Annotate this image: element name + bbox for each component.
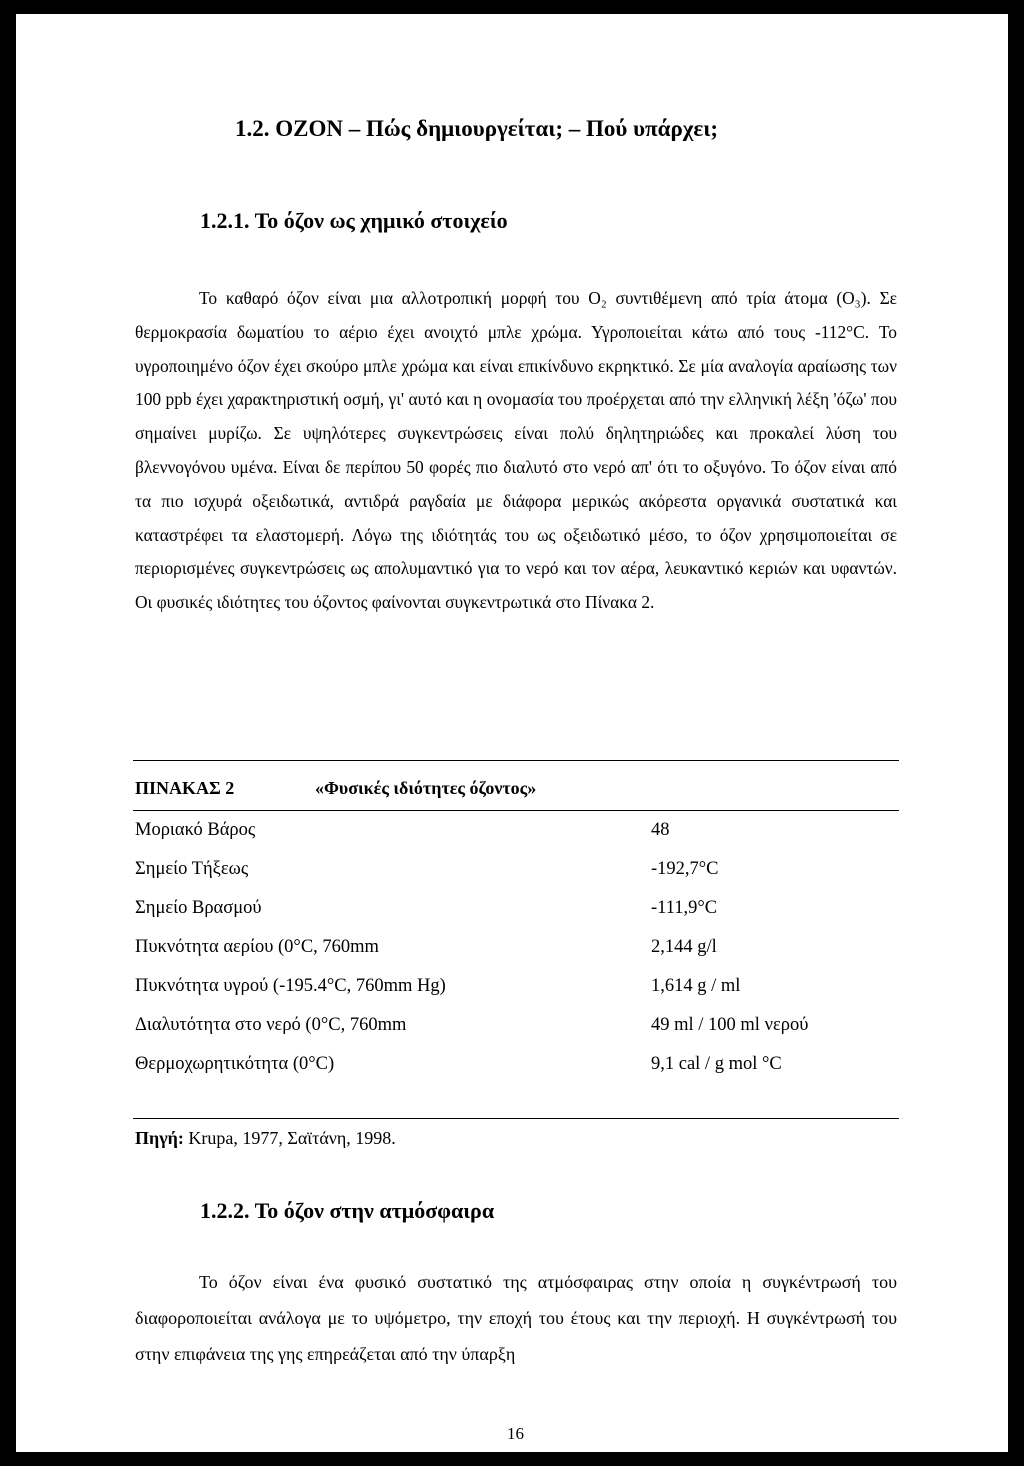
subsection-heading-1: 1.2.1. Το όζον ως χημικό στοιχείο [200,208,508,233]
table-row [133,820,899,859]
table-row [133,1054,899,1093]
source-text: Krupa, 1977, Σαϊτάνη, 1998. [183,1128,396,1148]
document-page [16,14,1008,1452]
source-label: Πηγή: [135,1128,184,1148]
property-name: Διαλυτότητα στο νερό (0°C, 760mm [135,1015,407,1035]
property-value: 2,144 g/l [651,937,717,957]
subsection-heading-2: 1.2.2. Το όζον στην ατμόσφαιρα [200,1198,495,1223]
property-name: Πυκνότητα υγρού (-195.4°C, 760mm Hg) [135,976,446,996]
table-source [135,1128,396,1149]
table-row [133,937,899,976]
table-row [133,898,899,937]
property-value: 49 ml / 100 ml νερού [651,1015,809,1035]
property-name: Θερμοχωρητικότητα (0°C) [135,1054,335,1074]
table-row [133,859,899,898]
property-value: 1,614 g / ml [651,976,741,996]
table-row [133,976,899,1015]
property-name: Σημείο Τήξεως [135,859,249,879]
paragraph-ozone-chemistry: Το καθαρό όζον είναι μια αλλοτροπική μορφή του O₂ συντιθέμενη από τρία άτομα (O₃). Σε θερμοκρασία δωματίου το αέριο έχει ανοιχτό μπλε χρώμα. Υγροποιείται κάτω από τους -112°C. Το υγροποιημένο όζον έχει σκούρο μπλε χρώμα και είναι επικίνδυνο εκρηκτικό. Σε μία αναλογία αραίωσης των 100 ppb έχει χαρακτηριστική οσμή, γι' αυτό και η ονομασία του προέρχεται από την ελληνική λέξη 'όζω' που σημαίνει μυρίζω. Σε υψηλότερες συγκεντρώσεις είναι πολύ δηλητηριώδες και προκαλεί λύση του βλεννογόνου υμένα. Είναι δε περίπου 50 φορές πιο διαλυτό στο νερό απ' ότι το οξυγόνο. Το όζον είναι από τα πιο ισχυρά οξειδωτικά, αντιδρά ραγδαία με διάφορα μερικώς ακόρεστα οργανικά συστατικά και καταστρέφει τα ελαστομερή. Λόγω της ιδιότητάς του ως οξειδωτικό μέσο, το όζον χρησιμοποιείται σε περιορισμένες συγκεντρώσεις ως απολυμαντικό για το νερό και τον αέρα, λευκαντικό κεριών και υφαντών. Οι φυσικές ιδιότητες του όζοντος φαίνονται συγκεντρωτικά στο Πίνακα 2. [135,288,897,613]
table-header-rule [133,810,899,811]
property-name: Σημείο Βρασμού [135,898,262,918]
table-bottom-rule [133,1118,899,1119]
property-value: 9,1 cal / g mol °C [651,1054,782,1074]
table-label: ΠΙΝΑΚΑΣ 2 [135,778,235,798]
table-title: «Φυσικές ιδιότητες όζοντος» [315,778,537,798]
property-value: 48 [651,820,670,840]
property-value: -111,9°C [651,898,718,918]
paragraph-ozone-atmosphere: Το όζον είναι ένα φυσικό συστατικό της ατμόσφαιρας στην οποία η συγκέντρωσή του διαφοροποιείται ανάλογα με το υψόμετρο, την εποχή του έτους και την περιοχή. Η συγκέντρωσή του στην επιφάνεια της γης επηρεάζεται από την ύπαρξη [135,1272,897,1364]
table-body [133,820,899,1093]
property-name: Μοριακό Βάρος [135,820,256,840]
page-number: 16 [507,1424,524,1443]
property-value: -192,7°C [651,859,719,879]
section-heading: 1.2. ΟΖΟΝ – Πώς δημιουργείται; – Πού υπάρχει; [235,116,718,141]
table-row [133,1015,899,1054]
table-top-rule [133,760,899,761]
property-name: Πυκνότητα αερίου (0°C, 760mm [135,937,379,957]
